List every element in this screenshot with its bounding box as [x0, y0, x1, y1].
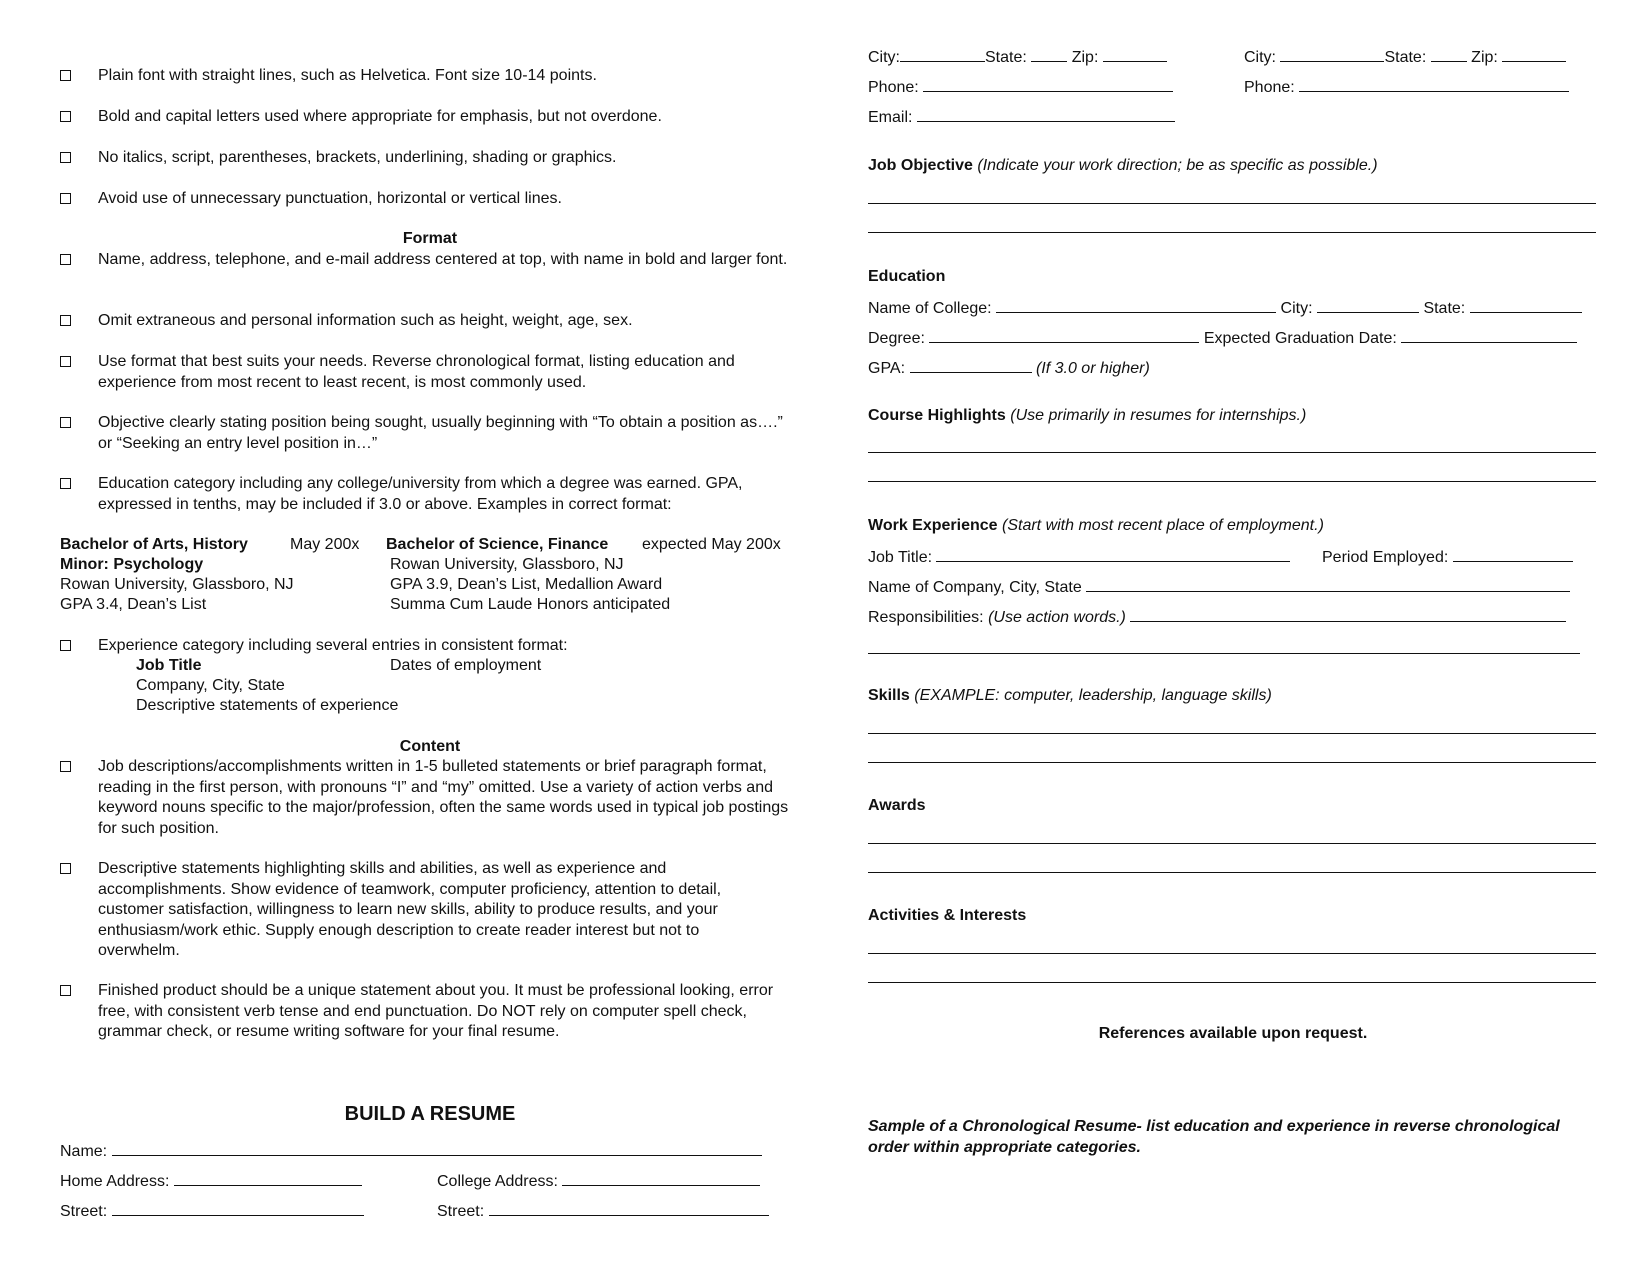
course-line-2[interactable] — [868, 481, 1596, 482]
resp-line-2[interactable] — [868, 653, 1580, 654]
zip2-field[interactable] — [1502, 46, 1566, 62]
college-label: Name of College: — [868, 300, 992, 317]
zip2-label: Zip: — [1471, 49, 1498, 66]
edu-state-label: State: — [1423, 300, 1466, 317]
format-text: Name, address, telephone, and e-mail address centered at top, with name in bold and larger font. — [98, 251, 788, 268]
edu-a-minor: Minor: Psychology — [60, 556, 204, 573]
city-field[interactable] — [900, 46, 985, 62]
company-row — [868, 576, 1570, 598]
guideline-text: No italics, script, parentheses, brackets, underlining, shading or graphics. — [98, 149, 617, 166]
skills-heading — [868, 686, 1272, 706]
city-label: City: — [868, 49, 900, 66]
activities-line-1[interactable] — [868, 953, 1596, 954]
format-heading: Format — [402, 230, 458, 247]
city2-field[interactable] — [1280, 46, 1384, 62]
checkbox-icon — [60, 863, 71, 874]
home-address-field[interactable] — [174, 1170, 362, 1186]
city-row — [868, 46, 1167, 68]
email-field[interactable] — [917, 106, 1175, 122]
format-text: Use format that best suits your needs. Reverse chronological format, listing education and experience from most recent to least recent, is most commonly used. — [98, 353, 735, 391]
period-field[interactable] — [1453, 546, 1573, 562]
street2-row — [437, 1200, 769, 1222]
college-address-row — [437, 1170, 760, 1192]
format-text: Education category including any college/university from which a degree was earned. GPA, expressed in tenths, may be included if 3.0 or above. Examples in correct format: — [98, 475, 743, 513]
college-field[interactable] — [996, 297, 1276, 313]
street2-label: Street: — [437, 1203, 485, 1220]
skills-line-1[interactable] — [868, 733, 1596, 734]
guideline-text: Bold and capital letters used where appropriate for emphasis, but not overdone. — [98, 108, 662, 125]
guideline-text: Avoid use of unnecessary punctuation, horizontal or vertical lines. — [98, 190, 562, 207]
references-note: References available upon request. — [1098, 1025, 1368, 1042]
activities-title: Activities & Interests — [868, 907, 1027, 924]
content-heading: Content — [399, 738, 461, 755]
phone2-row — [1244, 76, 1569, 98]
edu-b-honors: Summa Cum Laude Honors anticipated — [390, 596, 671, 613]
zip-field[interactable] — [1103, 46, 1167, 62]
course-line-1[interactable] — [868, 452, 1596, 453]
work-heading — [868, 516, 1324, 536]
content-text: Finished product should be a unique statement about you. It must be professional looking, error free, with consistent verb tense and end punctuation. Do NOT rely on computer spell check, grammar check, or resume writing software for your final resume. — [98, 982, 774, 1040]
college-address-label: College Address: — [437, 1173, 558, 1190]
degree-label: Degree: — [868, 330, 925, 347]
phone2-label: Phone: — [1244, 79, 1295, 96]
work-note: (Start with most recent place of employment.) — [1002, 517, 1324, 534]
street-field[interactable] — [112, 1200, 364, 1216]
work-title: Work Experience — [868, 517, 998, 534]
activities-line-2[interactable] — [868, 982, 1596, 983]
exp-dates: Dates of employment — [390, 657, 542, 674]
edu-city-label: City: — [1280, 300, 1313, 317]
phone-row — [868, 76, 1173, 98]
format-text: Omit extraneous and personal information such as height, weight, age, sex. — [98, 312, 633, 329]
skills-title: Skills — [868, 687, 910, 704]
experience-text: Experience category including several entries in consistent format: — [98, 637, 568, 654]
name-field-row — [60, 1140, 762, 1162]
guideline-item — [60, 189, 800, 209]
checkbox-icon — [60, 111, 71, 122]
college-row — [868, 297, 1582, 319]
company-label: Name of Company, City, State — [868, 579, 1082, 596]
checkbox-icon — [60, 417, 71, 428]
job-title-label: Job Title: — [868, 549, 933, 566]
job-objective-heading — [868, 156, 1378, 176]
objective-line-1[interactable] — [868, 203, 1596, 204]
checkbox-icon — [60, 356, 71, 367]
exp-job-title: Job Title — [136, 657, 202, 674]
skills-note: (EXAMPLE: computer, leadership, language skills) — [914, 687, 1272, 704]
checkbox-icon — [60, 193, 71, 204]
content-text: Job descriptions/accomplishments written in 1-5 bulleted statements or brief paragraph format, reading in the first person, with pronouns “I” and “my” omitted. Use a variety of action verbs and keyword nouns specific to the major/profession, often the same words used in typical job postings for such position. — [98, 758, 789, 837]
awards-line-1[interactable] — [868, 843, 1596, 844]
gpa-row — [868, 357, 1150, 379]
job-objective-title: Job Objective — [868, 157, 973, 174]
period-row — [1322, 546, 1573, 568]
checkbox-icon — [60, 254, 71, 265]
company-field[interactable] — [1086, 576, 1570, 592]
exp-company: Company, City, State — [136, 677, 285, 694]
resp-label: Responsibilities: — [868, 609, 984, 626]
skills-line-2[interactable] — [868, 762, 1596, 763]
job-objective-note: (Indicate your work direction; be as specific as possible.) — [977, 157, 1378, 174]
state-field[interactable] — [1031, 46, 1067, 62]
job-title-row — [868, 546, 1290, 568]
build-resume-title: BUILD A RESUME — [344, 1103, 516, 1125]
state2-label: State: — [1384, 49, 1427, 66]
phone-field[interactable] — [923, 76, 1173, 92]
state-label: State: — [985, 49, 1027, 66]
street-row — [60, 1200, 364, 1222]
college-address-field[interactable] — [562, 1170, 760, 1186]
education-title: Education — [868, 268, 946, 285]
guideline-item — [60, 66, 800, 86]
gpa-note: (If 3.0 or higher) — [1035, 360, 1150, 377]
period-label: Period Employed: — [1322, 549, 1449, 566]
checkbox-icon — [60, 478, 71, 489]
edu-b-date: expected May 200x — [642, 536, 781, 553]
checkbox-icon — [60, 761, 71, 772]
checkbox-icon — [60, 985, 71, 996]
zip-label: Zip: — [1071, 49, 1099, 66]
course-heading — [868, 406, 1306, 426]
edu-a-honors: GPA 3.4, Dean’s List — [60, 596, 207, 613]
edu-b-gpa: GPA 3.9, Dean’s List, Medallion Award — [390, 576, 663, 593]
state2-field[interactable] — [1431, 46, 1467, 62]
edu-city-field[interactable] — [1317, 297, 1419, 313]
phone-label: Phone: — [868, 79, 919, 96]
objective-line-2[interactable] — [868, 232, 1596, 233]
guideline-text: Plain font with straight lines, such as Helvetica. Font size 10-14 points. — [98, 67, 597, 84]
edu-b-degree: Bachelor of Science, Finance — [386, 536, 609, 553]
course-title: Course Highlights — [868, 407, 1006, 424]
resp-row — [868, 606, 1566, 628]
course-note: (Use primarily in resumes for internships.) — [1010, 407, 1307, 424]
edu-b-school: Rowan University, Glassboro, NJ — [390, 556, 624, 573]
checkbox-icon — [60, 640, 71, 651]
home-address-row — [60, 1170, 362, 1192]
exp-desc: Descriptive statements of experience — [136, 697, 399, 714]
gpa-label: GPA: — [868, 360, 906, 377]
name-label: Name: — [60, 1143, 108, 1160]
gpa-field[interactable] — [910, 357, 1032, 373]
home-address-label: Home Address: — [60, 1173, 170, 1190]
checkbox-icon — [60, 315, 71, 326]
phone2-field[interactable] — [1299, 76, 1569, 92]
email-label: Email: — [868, 109, 913, 126]
format-text: Objective clearly stating position being sought, usually beginning with “To obtain a position as….” or “Seeking an entry level position in…” — [98, 414, 783, 452]
guideline-item — [60, 148, 800, 168]
city2-label: City: — [1244, 49, 1276, 66]
email-row — [868, 106, 1175, 128]
degree-field[interactable] — [929, 327, 1199, 343]
edu-state-field[interactable] — [1470, 297, 1582, 313]
city2-row — [1244, 46, 1566, 68]
resp-note: (Use action words.) — [988, 609, 1126, 626]
degree-row — [868, 327, 1577, 349]
grad-date-label: Expected Graduation Date: — [1203, 330, 1397, 347]
content-text: Descriptive statements highlighting skills and abilities, as well as experience and accomplishments. Show evidence of teamwork, computer proficiency, attention to detail, customer satisfaction, willingness to learn new skills, ability to produce results, and your enthusiasm/work ethic. Supply enough description to create reader interest but not to overwhelm. — [98, 860, 722, 959]
awards-title: Awards — [868, 797, 926, 814]
edu-a-degree: Bachelor of Arts, History — [60, 536, 248, 553]
awards-line-2[interactable] — [868, 872, 1596, 873]
resp-field[interactable] — [1130, 606, 1566, 622]
street2-field[interactable] — [489, 1200, 769, 1216]
job-title-field[interactable] — [936, 546, 1290, 562]
checkbox-icon — [60, 152, 71, 163]
guideline-item — [60, 107, 800, 127]
name-field[interactable] — [112, 1140, 762, 1156]
edu-a-date: May 200x — [290, 536, 360, 553]
grad-date-field[interactable] — [1401, 327, 1577, 343]
checkbox-icon — [60, 70, 71, 81]
edu-a-school: Rowan University, Glassboro, NJ — [60, 576, 294, 593]
sample-note: Sample of a Chronological Resume- list education and experience in reverse chronological order within appropriate categories. — [868, 1118, 1560, 1156]
street-label: Street: — [60, 1203, 108, 1220]
